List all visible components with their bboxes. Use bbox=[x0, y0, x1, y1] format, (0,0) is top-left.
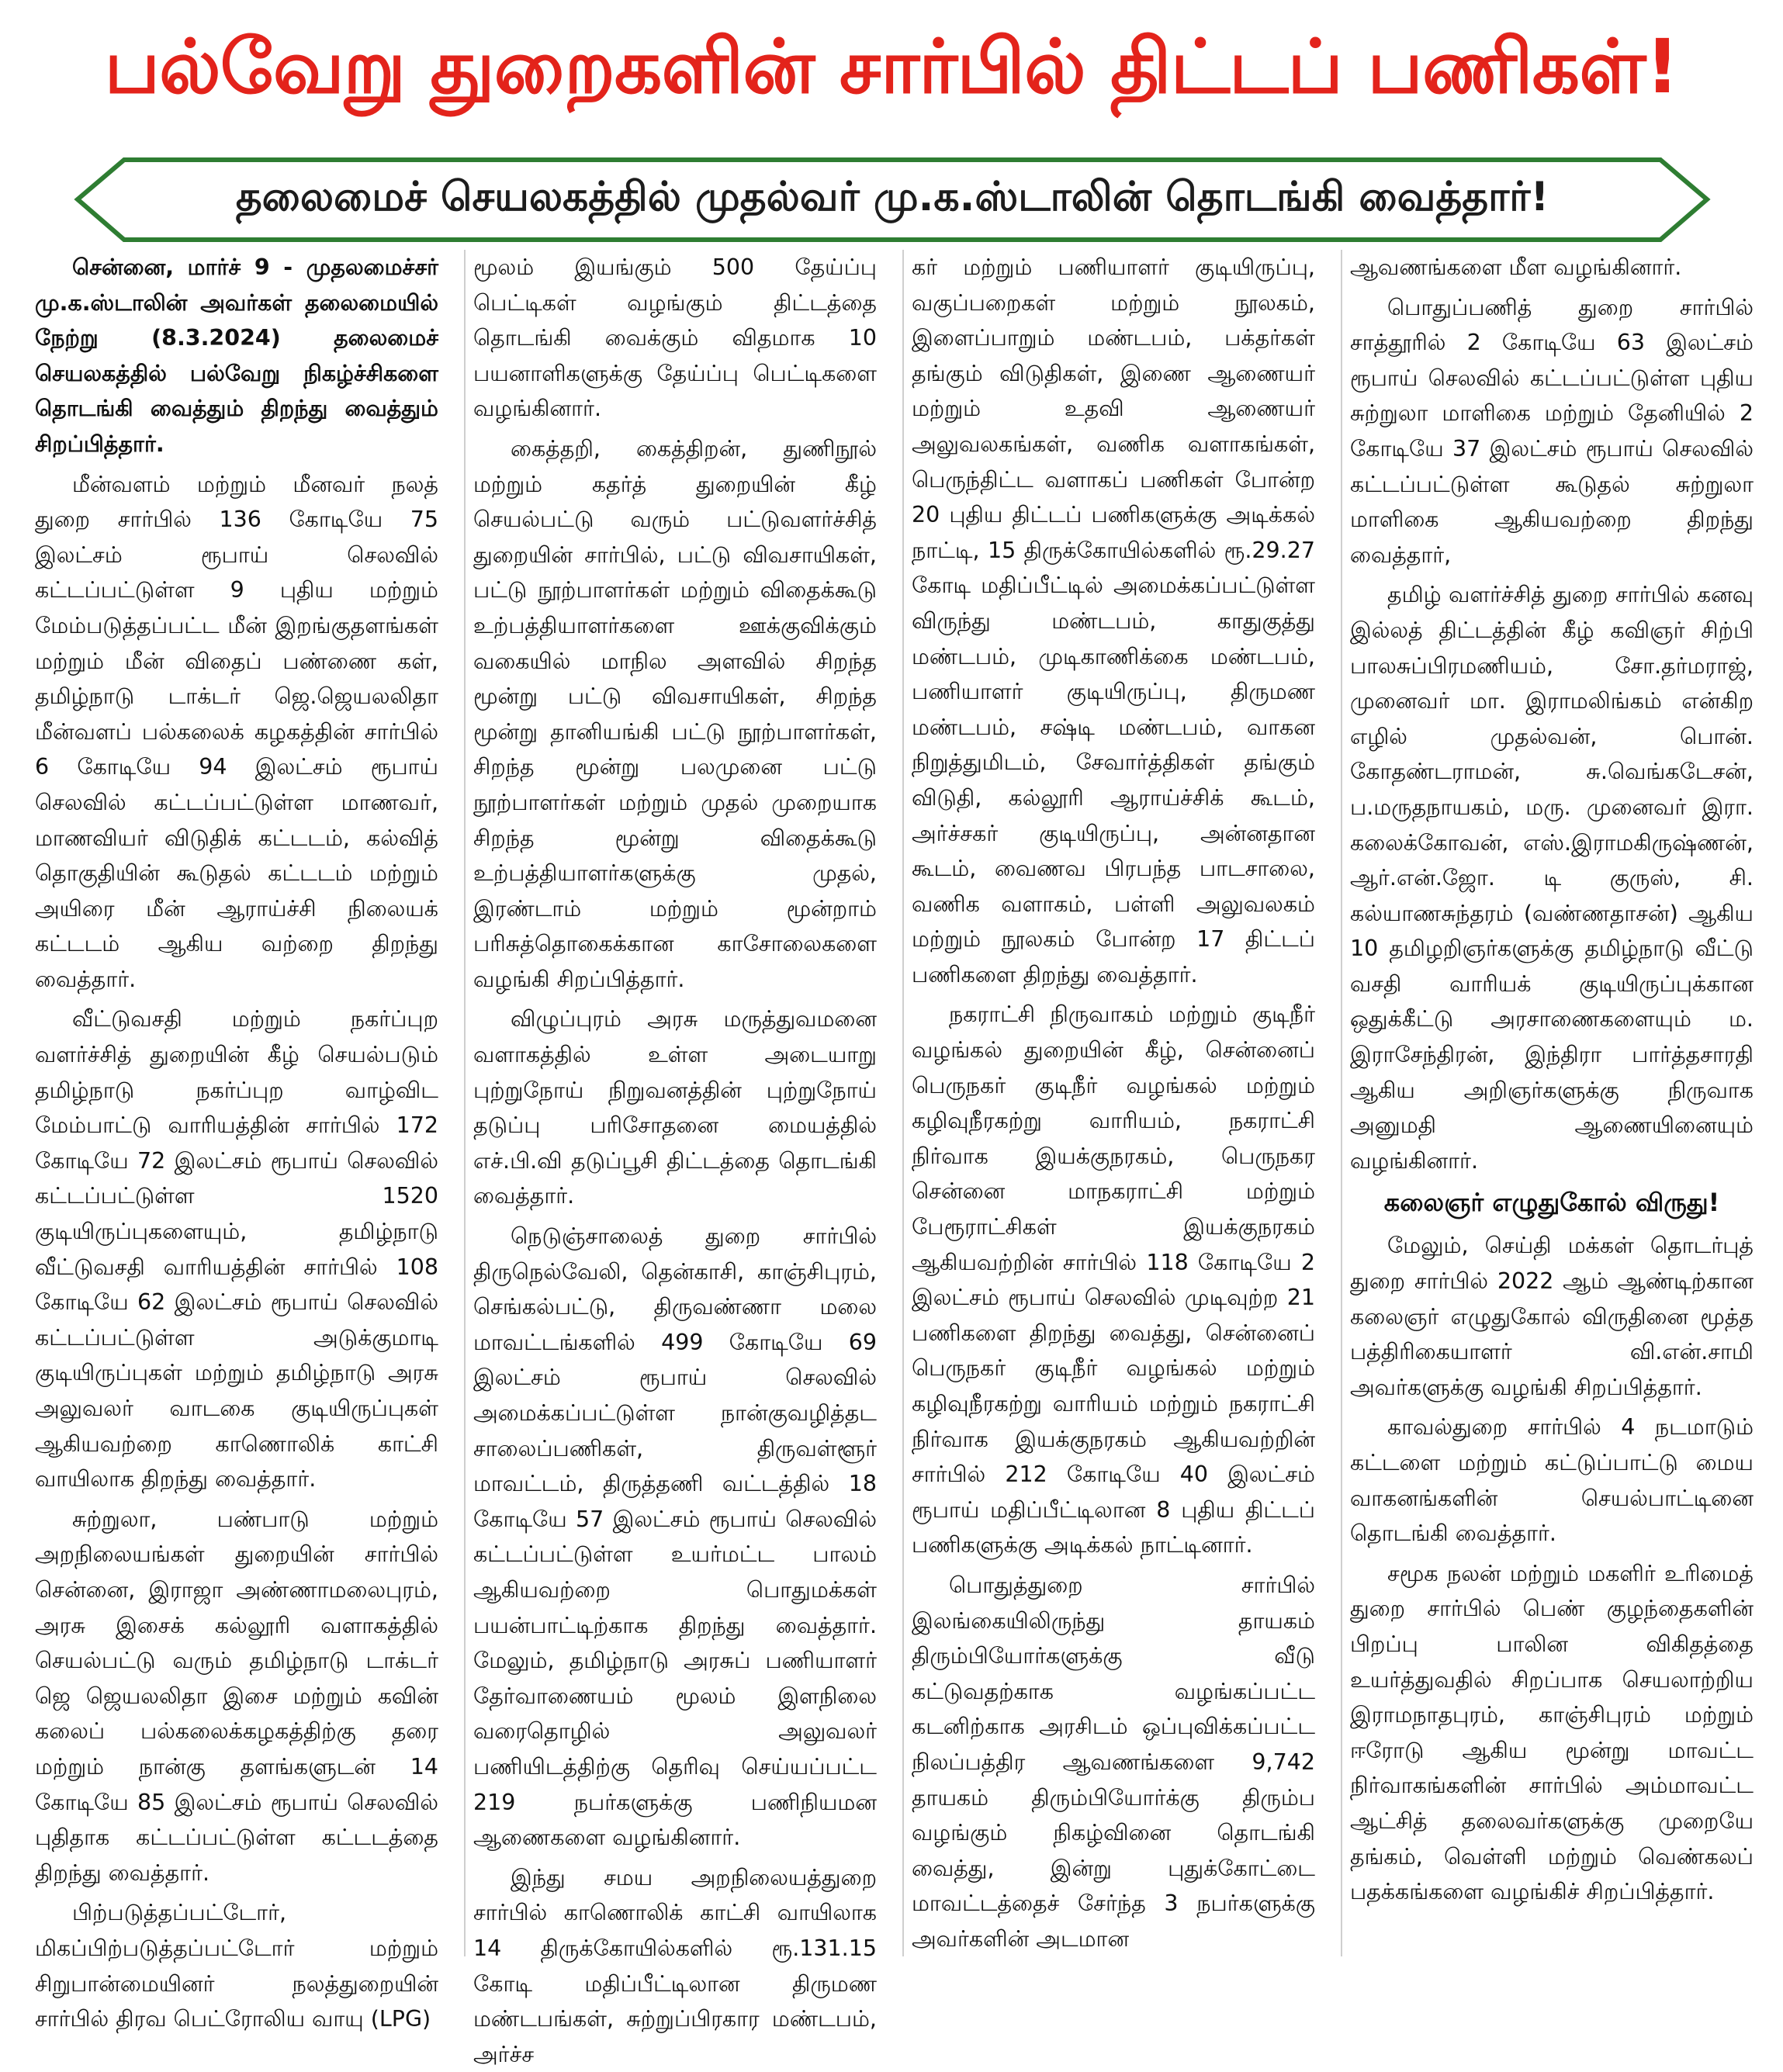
article-paragraph: சமூக நலன் மற்றும் மகளிர் உரிமைத் துறை சார்பில் பெண் குழந்தைகளின் பிறப்பு பாலின விகிதத்தை உயர்த்துவதில் சிறப்பாக செயலாற்றிய இராமநாதபுரம், காஞ்சிபுரம் மற்றும் ஈரோடு ஆகிய மூன்று மாவட்ட நிர்வாகங்களின் சார்பில் அம்மாவட்ட ஆட்சித் தலைவர்களுக்கு முறையே தங்கம், வெள்ளி மற்றும் வெண்கலப் பதக்கங்களை வழங்கிச் சிறப்பித்தார். bbox=[1350, 1560, 1754, 1905]
article-column-3 bbox=[912, 250, 1315, 1964]
article-lead: சென்னை, மார்ச் 9 - முதலமைச்சர் மு.க.ஸ்டாலின் அவர்கள் தலைமையில் நேற்று (8.3.2024) தலைமைச் செயலகத்தில் பல்வேறு நிகழ்ச்சிகளை தொடங்கி வைத்தும் திறந்து வைத்தும் சிறப்பித்தார். bbox=[35, 254, 438, 457]
article-paragraph: பொதுப்பணித் துறை சார்பில் சாத்தூரில் 2 கோடியே 63 இலட்சம் ரூபாய் செலவில் கட்டப்பட்டுள்ள புதிய சுற்றுலா மாளிகை மற்றும் தேனியில் 2 கோடியே 37 இலட்சம் ரூபாய் செலவில் கட்டப்பட்டுள்ள கூடுதல் சுற்றுலா மாளிகை ஆகியவற்றை திறந்து வைத்தார், bbox=[1350, 294, 1754, 568]
headline: பல்வேறு துறைகளின் சார்பில் திட்டப் பணிகள்! bbox=[104, 23, 1679, 110]
article-paragraph: வீட்டுவசதி மற்றும் நகர்ப்புற வளர்ச்சித் துறையின் கீழ் செயல்படும் தமிழ்நாடு நகர்ப்புற வாழ்விட மேம்பாட்டு வாரியத்தின் சார்பில் 172 கோடியே 72 இலட்சம் ரூபாய் செலவில் கட்டப்பட்டுள்ள 1520 குடியிருப்புகளையும், தமிழ்நாடு வீட்டுவசதி வாரியத்தின் சார்பில் 108 கோடியே 62 இலட்சம் ரூபாய் செலவில் கட்டப்பட்டுள்ள அடுக்குமாடி குடியிருப்புகள் மற்றும் தமிழ்நாடு அரசு அலுவலர் வாடகை குடியிருப்புகள் ஆகியவற்றை காணொலிக் காட்சி வாயிலாக திறந்து வைத்தார். bbox=[35, 1006, 438, 1493]
subheadline: தலைமைச் செயலகத்தில் முதல்வர் மு.க.ஸ்டாலின் தொடங்கி வைத்தார்! bbox=[235, 174, 1549, 220]
article-paragraph: நகராட்சி நிருவாகம் மற்றும் குடிநீர் வழங்கல் துறையின் கீழ், சென்னைப் பெருநகர் குடிநீர் வழங்கல் மற்றும் கழிவுநீரகற்று வாரியம், நகராட்சி நிர்வாக இயக்குநரகம், பெருநகர சென்னை மாநகராட்சி மற்றும் பேரூராட்சிகள் இயக்குநரகம் ஆகியவற்றின் சார்பில் 118 கோடியே 2 இலட்சம் ரூபாய் செலவில் முடிவுற்ற 21 பணிகளை திறந்து வைத்து, சென்னைப் பெருநகர் குடிநீர் வழங்கல் மற்றும் கழிவுநீரகற்று வாரியம் மற்றும் நகராட்சி நிர்வாக இயக்குநரகம் ஆகியவற்றின் சார்பில் 212 கோடியே 40 இலட்சம் ரூபாய் மதிப்பீட்டிலான 8 புதிய திட்டப் பணிகளுக்கு அடிக்கல் நாட்டினார். bbox=[912, 1001, 1315, 1558]
article-column-1 bbox=[35, 250, 438, 2032]
article-paragraph: மீன்வளம் மற்றும் மீனவர் நலத் துறை சார்பில் 136 கோடியே 75 இலட்சம் ரூபாய் செலவில் கட்டப்பட்டுள்ள 9 புதிய மற்றும் மேம்படுத்தப்பட்ட மீன் இறங்குதளங்கள் மற்றும் மீன் விதைப் பண்ணை கள், தமிழ்நாடு டாக்டர் ஜெ.ஜெயலலிதா மீன்வளப் பல்கலைக் கழகத்தின் சார்பில் 6 கோடியே 94 இலட்சம் ரூபாய் செலவில் கட்டப்பட்டுள்ள மாணவர், மாணவியர் விடுதிக் கட்டடம், கல்வித் தொகுதியின் கூடுதல் கட்டடம் மற்றும் அயிரை மீன் ஆராய்ச்சி நிலையக் கட்டடம் ஆகிய வற்றை திறந்து வைத்தார். bbox=[35, 471, 438, 992]
article-paragraph: ஆவணங்களை மீள வழங்கினார். bbox=[1350, 254, 1682, 280]
article-paragraph: காவல்துறை சார்பில் 4 நடமாடும் கட்டளை மற்றும் கட்டுப்பாட்டு மைய வாகனங்களின் செயல்பாட்டினை தொடங்கி வைத்தார். bbox=[1350, 1414, 1754, 1547]
article-paragraph: பிற்படுத்தப்பட்டோர், மிகப்பிற்படுத்தப்பட்டோர் மற்றும் சிறுபான்மையினர் நலத்துறையின் சார்பில் திரவ பெட்ரோலிய வாயு (LPG) bbox=[35, 1900, 438, 2032]
article-paragraph: கர் மற்றும் பணியாளர் குடியிருப்பு, வகுப்பறைகள் மற்றும் நூலகம், இளைப்பாறும் மண்டபம், பக்தர்கள் தங்கும் விடுதிகள், இணை ஆணையர் மற்றும் உதவி ஆணையர் அலுவலகங்கள், வணிக வளாகங்கள், பெருந்திட்ட வளாகப் பணிகள் போன்ற 20 புதிய திட்டப் பணிகளுக்கு அடிக்கல் நாட்டி, 15 திருக்கோயில்களில் ரூ.29.27 கோடி மதிப்பீட்டில் அமைக்கப்பட்டுள்ள விருந்து மண்டபம், காதுகுத்து மண்டபம், முடிகாணிக்கை மண்டபம், பணியாளர் குடியிருப்பு, திருமண மண்டபம், சஷ்டி மண்டபம், வாகன நிறுத்துமிடம், சேவார்த்திகள் தங்கும் விடுதி, கல்லூரி ஆராய்ச்சிக் கூடம், அர்ச்சகர் குடியிருப்பு, அன்னதான கூடம், வைணவ பிரபந்த பாடசாலை, வணிக வளாகம், பள்ளி அலுவலகம் மற்றும் நூலகம் போன்ற 17 திட்டப் பணிகளை திறந்து வைத்தார். bbox=[912, 254, 1315, 988]
article-paragraph: விழுப்புரம் அரசு மருத்துவமனை வளாகத்தில் உள்ள அடையாறு புற்றுநோய் நிறுவனத்தின் புற்றுநோய் தடுப்பு பரிசோதனை மையத்தில் எச்.பி.வி தடுப்பூசி திட்டத்தை தொடங்கி வைத்தார். bbox=[473, 1006, 877, 1209]
article-paragraph: நெடுஞ்சாலைத் துறை சார்பில் திருநெல்வேலி, தென்காசி, காஞ்சிபுரம், செங்கல்பட்டு, திருவண்ணா மலை மாவட்டங்களில் 499 கோடியே 69 இலட்சம் ரூபாய் செலவில் அமைக்கப்பட்டுள்ள நான்குவழித்தட சாலைப்பணிகள், திருவள்ளூர் மாவட்டம், திருத்தணி வட்டத்தில் 18 கோடியே 57 இலட்சம் ரூபாய் செலவில் கட்டப்பட்டுள்ள உயர்மட்ட பாலம் ஆகியவற்றை பொதுமக்கள் பயன்பாட்டிற்காக திறந்து வைத்தார். மேலும், தமிழ்நாடு அரசுப் பணியாளர் தேர்வாணையம் மூலம் இளநிலை வரைதொழில் அலுவலர் பணியிடத்திற்கு தெரிவு செய்யப்பட்ட 219 நபர்களுக்கு பணிநியமன ஆணைகளை வழங்கினார். bbox=[473, 1223, 877, 1851]
section-subheading: கலைஞர் எழுதுகோல் விருது! bbox=[1383, 1188, 1720, 1218]
article-paragraph: கைத்தறி, கைத்திறன், துணிநூல் மற்றும் கதர்த் துறையின் கீழ் செயல்பட்டு வரும் பட்டுவளர்ச்சித் துறையின் சார்பில், பட்டு விவசாயிகள், பட்டு நூற்பாளர்கள் மற்றும் விதைக்கூடு உற்பத்தியாளர்களை ஊக்குவிக்கும் வகையில் மாநில அளவில் சிறந்த மூன்று பட்டு விவசாயிகள், சிறந்த மூன்று தானியங்கி பட்டு நூற்பாளர்கள், சிறந்த மூன்று பலமுனை பட்டு நூற்பாளர்கள் மற்றும் முதல் முறையாக சிறந்த மூன்று விதைக்கூடு உற்பத்தியாளர்களுக்கு முதல், இரண்டாம் மற்றும் மூன்றாம் பரிசுத்தொகைக்கான காசோலைகளை வழங்கி சிறப்பித்தார். bbox=[473, 435, 877, 992]
article-column-4 bbox=[1350, 250, 1754, 1964]
article-paragraph: சுற்றுலா, பண்பாடு மற்றும் அறநிலையங்கள் துறையின் சார்பில் சென்னை, இராஜா அண்ணாமலைபுரம், அரசு இசைக் கல்லூரி வளாகத்தில் செயல்பட்டு வரும் தமிழ்நாடு டாக்டர் ஜெ ஜெயலலிதா இசை மற்றும் கவின் கலைப் பல்கலைக்கழகத்திற்கு தரை மற்றும் நான்கு தளங்களுடன் 14 கோடியே 85 இலட்சம் ரூபாய் செலவில் புதிதாக கட்டப்பட்டுள்ள கட்டடத்தை திறந்து வைத்தார். bbox=[35, 1506, 438, 1886]
article-paragraph: மேலும், செய்தி மக்கள் தொடர்புத் துறை சார்பில் 2022 ஆம் ஆண்டிற்கான கலைஞர் எழுதுகோல் விருதினை மூத்த பத்திரிகையாளர் வி.என்.சாமி அவர்களுக்கு வழங்கி சிறப்பித்தார். bbox=[1350, 1233, 1754, 1400]
article-paragraph: மூலம் இயங்கும் 500 தேய்ப்பு பெட்டிகள் வழங்கும் திட்டத்தை தொடங்கி வைக்கும் விதமாக 10 பயனாளிகளுக்கு தேய்ப்பு பெட்டிகளை வழங்கினார். bbox=[473, 254, 877, 422]
article-column-2 bbox=[473, 250, 877, 2067]
article-paragraph: தமிழ் வளர்ச்சித் துறை சார்பில் கனவு இல்லத் திட்டத்தின் கீழ் கவிஞர் சிற்பி பாலசுப்பிரமணியம், சோ.தர்மராஜ், முனைவர் மா. இராமலிங்கம் என்கிற எழில் முதல்வன், பொன். கோதண்டராமன், சு.வெங்கடேசன், ப.மருதநாயகம், மரு. முனைவர் இரா. கலைக்கோவன், எஸ்.இராமகிருஷ்ணன், ஆர்.என்.ஜோ. டி குருஸ், சி. கல்யாணசுந்தரம் (வண்ணதாசன்) ஆகிய 10 தமிழறிஞர்களுக்கு தமிழ்நாடு வீட்டு வசதி வாரியக் குடியிருப்புக்கான ஒதுக்கீட்டு அரசாணைகளையும் ம. இராசேந்திரன், இந்திரா பார்த்தசாரதி ஆகிய அறிஞர்களுக்கு நிருவாக அனுமதி ஆணையினையும் வழங்கினார். bbox=[1350, 582, 1754, 1174]
article-paragraph: இந்து சமய அறநிலையத்துறை சார்பில் காணொலிக் காட்சி வாயிலாக 14 திருக்கோயில்களில் ரூ.131.15 கோடி மதிப்பீட்டிலான திருமண மண்டபங்கள், சுற்றுப்பிரகார மண்டபம், அர்ச்ச bbox=[473, 1864, 877, 2067]
article-paragraph: பொதுத்துறை சார்பில் இலங்கையிலிருந்து தாயகம் திரும்பியோர்களுக்கு வீடு கட்டுவதற்காக வழங்கப்பட்ட கடனிற்காக அரசிடம் ஒப்புவிக்கப்பட்ட நிலப்பத்திர ஆவணங்களை 9,742 தாயகம் திரும்பியோர்க்கு திரும்ப வழங்கும் நிகழ்வினை தொடங்கி வைத்து, இன்று புதுக்கோட்டை மாவட்டத்தைச் சேர்ந்த 3 நபர்களுக்கு அவர்களின் அடமான bbox=[912, 1572, 1315, 1952]
article-body bbox=[35, 250, 1754, 2067]
subheadline-banner bbox=[54, 155, 1730, 244]
